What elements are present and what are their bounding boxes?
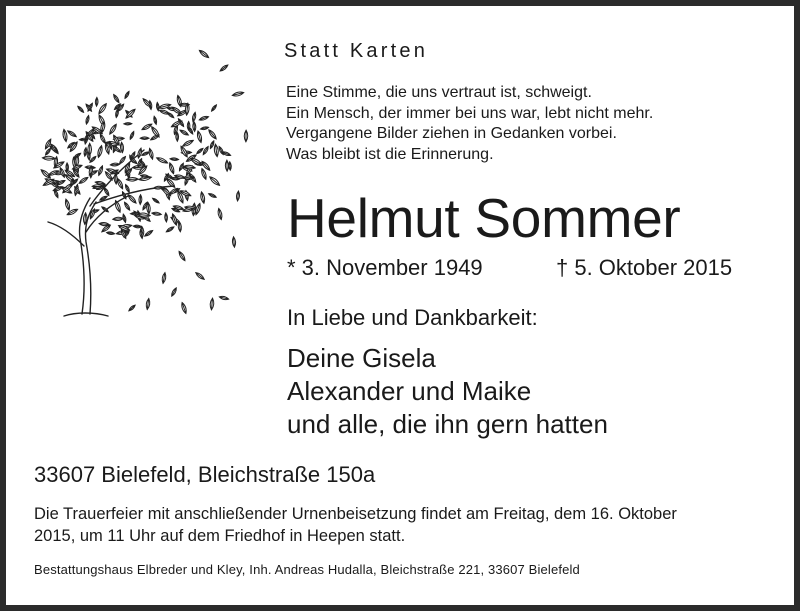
funeral-home: Bestattungshaus Elbreder und Kley, Inh. Andreas Hudalla, Bleichstraße 221, 33607 Bielefeld [34,562,580,577]
poem-line: Was bleibt ist die Erinnerung. [286,145,494,163]
service-line: Die Trauerfeier mit anschließender Urnenbeisetzung findet am Freitag, dem 16. Oktober [34,505,677,523]
death-date: † 5. Oktober 2015 [556,255,733,280]
poem-line: Ein Mensch, der immer bei uns war, lebt nicht mehr. [286,104,654,122]
mourner: und alle, die ihn gern hatten [287,409,608,439]
dedication: In Liebe und Dankbarkeit: [287,305,538,330]
poem-line: Vergangene Bilder ziehen in Gedanken vorbei. [286,125,617,142]
mourners-list [287,342,608,441]
mourner: Deine Gisela [287,343,436,373]
address: 33607 Bielefeld, Bleichstraße 150a [34,462,376,487]
windblown-tree-icon [24,46,254,326]
service-line: 2015, um 11 Uhr auf dem Friedhof in Heepen statt. [34,527,406,545]
poem [286,83,653,165]
heading-statt-karten: Statt Karten [284,40,429,62]
service-info [34,503,784,547]
mourner: Alexander und Maike [287,376,532,406]
poem-line: Eine Stimme, die uns vertraut ist, schweigt. [286,84,592,101]
deceased-name: Helmut Sommer [287,187,681,249]
birth-date: * 3. November 1949 [287,255,483,280]
